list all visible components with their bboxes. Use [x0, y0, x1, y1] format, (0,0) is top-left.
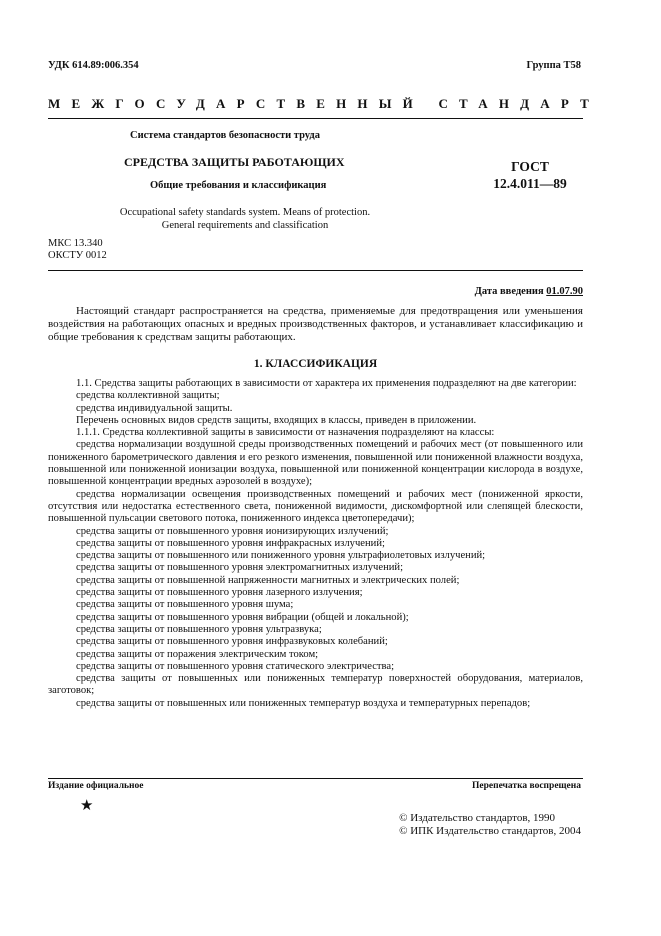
classification-body — [48, 378, 583, 710]
top-rule — [48, 118, 583, 119]
classification-codes — [48, 238, 107, 262]
standards-system-title: Система стандартов безопасности труда — [130, 130, 320, 141]
paragraph: средства защиты от повышенного уровня ультразвука; — [76, 623, 322, 635]
gost-designation — [480, 158, 580, 192]
gost-label: ГОСТ — [511, 159, 549, 174]
paragraph: средства коллективной защиты; — [76, 390, 220, 402]
paragraph: средства защиты от повышенных или пониженных температур воздуха и температурных перепадов; — [76, 697, 531, 709]
intro-paragraph: Настоящий стандарт распространяется на средства, применяемые для предотвращения или уменьшения воздействия на работающих опасных и вредных производственных факторов, и устанавливает классификацию и общие требования к средствам защиты работающих. — [48, 305, 583, 343]
oksty-code: ОКСТУ 0012 — [48, 250, 107, 261]
paragraph: средства защиты от повышенных или пониженных температур поверхностей оборудования, материалов, заготовок; — [48, 673, 583, 697]
paragraph: средства защиты от повышенного уровня лазерного излучения; — [76, 587, 363, 599]
english-title-line-1: Occupational safety standards system. Means of protection. — [119, 207, 371, 218]
paragraph: 1.1. Средства защиты работающих в зависимости от характера их применения подразделяют на две категории: — [76, 378, 577, 389]
paragraph: 1.1.1. Средства коллективной защиты в зависимости от назначения подразделяют на классы: — [76, 427, 495, 439]
footer-rule — [48, 778, 583, 779]
paragraph: средства защиты от повышенного уровня шума; — [76, 599, 294, 611]
copyright-line-2: © ИПК Издательство стандартов, 2004 — [399, 825, 581, 837]
udk-code: УДК 614.89:006.354 — [48, 60, 139, 71]
paragraph: Перечень основных видов средств защиты, входящих в классы, приведен в приложении. — [76, 414, 477, 426]
paragraph: средства нормализации освещения производственных помещений и рабочих мест (пониженной яркости, отсутствия или недостатка естественного света, пониженной видимости, дискомфортной или слепящей блескости, повышенной пульсации светового потока, пониженного индекса цветопередачи); — [48, 488, 583, 525]
paragraph: средства защиты от повышенного уровня электромагнитных излучений; — [76, 562, 404, 574]
official-edition-label: Издание официальное — [48, 781, 144, 791]
effective-date-value: 01.07.90 — [546, 286, 583, 297]
section-heading: 1. КЛАССИФИКАЦИЯ — [253, 358, 378, 370]
group-code: Группа Т58 — [526, 60, 581, 71]
paragraph: средства защиты от поражения электрическим током; — [76, 648, 319, 660]
paragraph: средства защиты от повышенного уровня инфракрасных излучений; — [76, 537, 385, 549]
paragraph: средства защиты от повышенного уровня инфразвуковых колебаний; — [76, 636, 388, 648]
effective-date — [475, 286, 583, 297]
paragraph: средства защиты от повышенного уровня статического электричества; — [76, 660, 395, 672]
star-icon: ★ — [80, 798, 94, 814]
copyright-line-1: © Издательство стандартов, 1990 — [399, 812, 556, 824]
copyright-block — [399, 812, 581, 838]
paragraph: средства нормализации воздушной среды производственных помещений и рабочих мест (от повышенного или пониженного барометрического давления и его резкого изменения, повышенной или пониженной влажности воздуха, повышенной или пониженной ионизации воздуха, повышенной или пониженной концентрации кислорода в воздухе, повышенной концентрации вредных аэрозолей в воздухе); — [48, 439, 583, 488]
effective-date-label: Дата введения — [474, 286, 544, 297]
paragraph: средства защиты от повышенной напряженности магнитных и электрических полей; — [76, 574, 460, 586]
paragraph: средства индивидуальной защиты. — [76, 402, 233, 414]
reprint-prohibited-label: Перепечатка воспрещена — [471, 781, 581, 791]
paragraph: средства защиты от повышенного или пониженного уровня ультрафиолетовых излучений; — [76, 550, 486, 562]
middle-rule — [48, 270, 583, 271]
paragraph: средства защиты от повышенного уровня ионизирующих излучений; — [76, 525, 389, 537]
document-subtitle: Общие требования и классификация — [150, 180, 327, 191]
gost-number: 12.4.011—89 — [493, 176, 567, 191]
english-title-line-2: General requirements and classification — [161, 220, 329, 231]
mks-code: МКС 13.340 — [48, 238, 103, 249]
document-title: СРЕДСТВА ЗАЩИТЫ РАБОТАЮЩИХ — [124, 155, 345, 169]
paragraph: средства защиты от повышенного уровня вибрации (общей и локальной); — [76, 611, 409, 623]
interstate-standard-heading: МЕЖГОСУДАРСТВЕННЫЙ СТАНДАРТ — [48, 96, 601, 111]
english-title — [60, 206, 430, 232]
